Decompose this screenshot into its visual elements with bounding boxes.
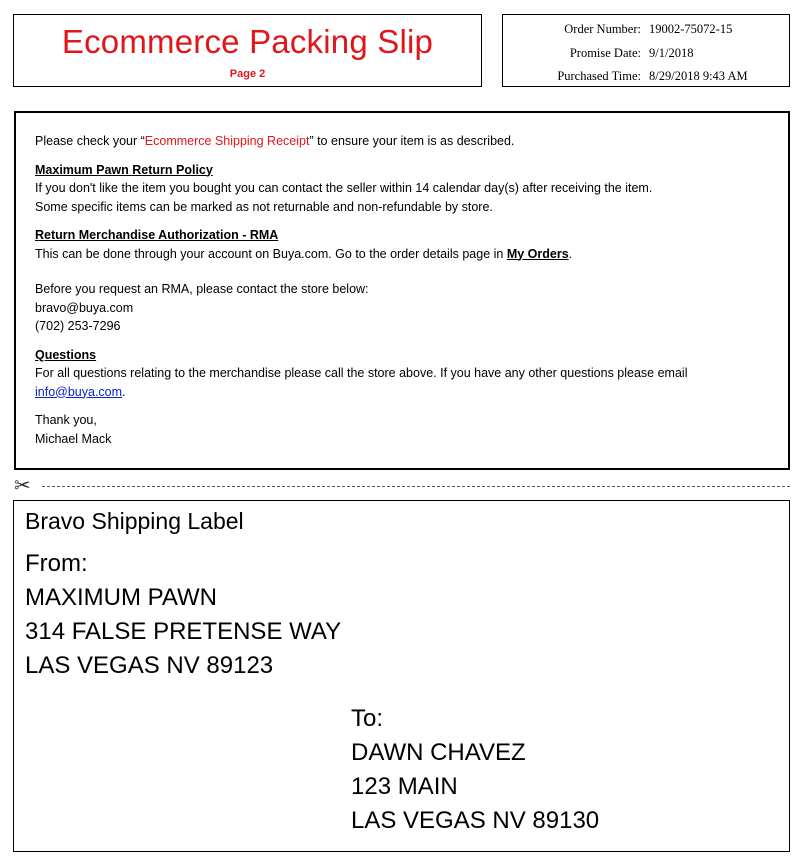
to-name: DAWN CHAVEZ <box>351 739 526 766</box>
rma-text <box>35 245 769 264</box>
from-label: From: <box>25 550 88 577</box>
to-city: LAS VEGAS NV 89130 <box>351 807 600 834</box>
questions-heading: Questions <box>35 347 97 362</box>
intro-post: ” to ensure your item is as described. <box>309 134 515 148</box>
purchased-time-label: Purchased Time: <box>557 69 641 84</box>
questions-email-line <box>35 383 769 402</box>
rma-text-post: . <box>568 246 573 261</box>
return-policy-line-2: Some specific items can be marked as not returnable and non-refundable by store. <box>35 199 493 214</box>
purchased-time-row <box>503 65 748 89</box>
promise-date-label: Promise Date: <box>569 45 641 60</box>
return-policy-line-1: If you don't like the item you bought you can contact the seller within 14 calendar day(s) after receiving the item. <box>35 181 653 195</box>
shipping-receipt-reference: Ecommerce Shipping Receipt <box>144 134 310 148</box>
from-city: LAS VEGAS NV 89123 <box>25 652 274 679</box>
promise-date-row <box>503 42 748 66</box>
order-number-value: 19002-75072-15 <box>649 22 733 37</box>
page-title: Ecommerce Packing Slip <box>61 23 434 60</box>
from-address <box>25 547 341 683</box>
from-name: MAXIMUM PAWN <box>25 584 217 611</box>
intro-text <box>35 132 769 151</box>
order-info-table <box>503 18 748 89</box>
my-orders-link[interactable]: My Orders <box>506 246 569 261</box>
contact-phone: (702) 253-7296 <box>35 319 121 333</box>
shipping-label-title: Bravo Shipping Label <box>25 508 244 534</box>
order-number-label: Order Number: <box>564 22 641 37</box>
page-number: Page 2 <box>229 68 266 80</box>
questions-text: For all questions relating to the merchandise please call the store above. If you have any other questions please email <box>35 366 688 380</box>
rma-text-pre: This can be done through your account on Buya.com. Go to the order details page in <box>35 246 507 261</box>
contact-intro: Before you request an RMA, please contact the store below: <box>35 282 369 296</box>
return-policy-heading: Maximum Pawn Return Policy <box>35 162 213 177</box>
dashed-divider <box>42 486 790 487</box>
cut-line <box>14 473 790 498</box>
purchased-time-value: 8/29/2018 9:43 AM <box>649 69 748 84</box>
rma-heading: Return Merchandise Authorization - RMA <box>35 228 279 242</box>
thanks-text: Thank you, <box>35 413 97 427</box>
scissors-icon: ✂ <box>14 473 31 497</box>
promise-date-value: 9/1/2018 <box>649 45 694 60</box>
to-label: To: <box>351 705 384 732</box>
order-info-box <box>502 14 790 87</box>
info-email-link[interactable]: info@buya.com <box>35 384 123 399</box>
from-street: 314 FALSE PRETENSE WAY <box>25 618 342 645</box>
order-number-row <box>503 18 748 42</box>
title-box <box>13 14 482 87</box>
shipping-label <box>13 500 790 852</box>
questions-post: . <box>122 384 126 399</box>
to-street: 123 MAIN <box>351 773 458 800</box>
to-address <box>351 702 599 838</box>
intro-pre: Please check your “ <box>35 134 145 148</box>
message-box <box>14 111 790 470</box>
signature: Michael Mack <box>35 431 112 446</box>
contact-email: bravo@buya.com <box>35 300 134 315</box>
